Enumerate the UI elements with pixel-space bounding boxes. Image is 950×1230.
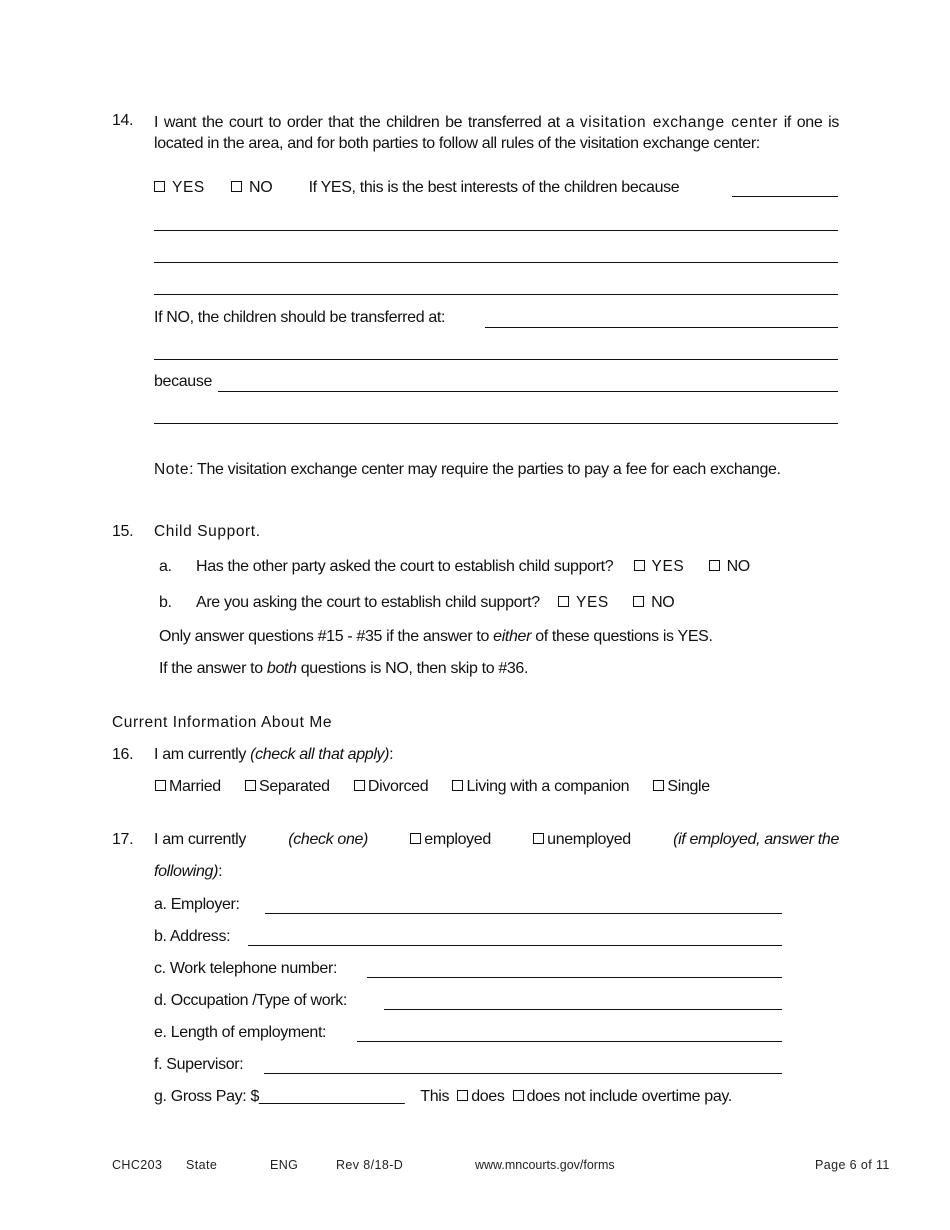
q17-employed-checkbox[interactable] [410, 833, 421, 844]
footer-url[interactable]: www.mncourts.gov/forms [475, 1158, 615, 1172]
q17-employer-field[interactable] [265, 913, 782, 914]
q17-unemployed-option: unemployed [533, 831, 631, 849]
q14-because-line-2[interactable] [154, 423, 838, 424]
q15-title: Child Support. [154, 523, 261, 540]
q14-yes-reason-line-2[interactable] [154, 230, 838, 231]
q14-term: visitation exchange center [579, 114, 778, 131]
q16-companion-label: Living with a companion [466, 778, 630, 795]
q17-does-label: does [471, 1088, 505, 1105]
q16-divorced-checkbox[interactable] [354, 780, 365, 791]
q15-a-question: Has the other party asked the court to establish child support? [196, 558, 614, 575]
q16-married-checkbox[interactable] [155, 780, 166, 791]
q17-text-row [154, 831, 839, 849]
q17-length-field[interactable] [357, 1041, 782, 1042]
q17-overtime-does-not-checkbox[interactable] [513, 1090, 524, 1101]
footer-page: Page 6 of 11 [815, 1158, 890, 1172]
footer-state: State [186, 1158, 218, 1172]
q15-a-no-checkbox[interactable] [709, 560, 720, 571]
q16-options-row [155, 778, 710, 796]
q14-transfer-location-line-1[interactable] [485, 327, 838, 328]
footer-lang: ENG [270, 1158, 299, 1172]
q14-transfer-location-line-2[interactable] [154, 359, 838, 360]
q14-options-row [154, 179, 679, 197]
q16-divorced-label: Divorced [367, 778, 429, 795]
q14-no-checkbox[interactable] [231, 181, 242, 192]
q16-single-checkbox[interactable] [653, 780, 664, 791]
q14-yes-reason-line-1[interactable] [732, 196, 838, 197]
q17-if-employed: (if employed, answer the [673, 831, 839, 848]
q16-text: I am currently (check all that apply): [154, 746, 394, 763]
q16-single-label: Single [667, 778, 710, 795]
q15-b-label: b. [159, 594, 172, 611]
q17-text-cont: following): [154, 863, 223, 880]
footer-form-id: CHC203 [112, 1158, 163, 1172]
q14-because-line-1[interactable] [218, 391, 838, 392]
q15-b-no-label: NO [651, 594, 675, 611]
footer-rev: Rev 8/18-D [336, 1158, 404, 1172]
q15-a-row [196, 558, 750, 576]
q16-companion-checkbox[interactable] [452, 780, 463, 791]
q14-note-label: Note [154, 461, 190, 478]
q17-employer-label: a. Employer: [154, 896, 240, 913]
q16-separated-checkbox[interactable] [245, 780, 256, 791]
q14-number: 14. [112, 112, 134, 129]
q15-a-yes-label: YES [651, 558, 685, 575]
q17-length-label: e. Length of employment: [154, 1024, 327, 1041]
q14-yes-reason-line-4[interactable] [154, 294, 838, 295]
q15-b-question: Are you asking the court to establish child support? [196, 594, 540, 611]
q15-info-line-2: If the answer to both questions is NO, then skip to #36. [159, 660, 529, 677]
q14-no-label: NO [249, 179, 273, 196]
q17-work-phone-field[interactable] [367, 977, 782, 978]
q16-separated-label: Separated [259, 778, 330, 795]
q14-yes-label: YES [172, 179, 205, 196]
q17-gross-pay-label: g. Gross Pay: $_________________ [154, 1088, 405, 1105]
q17-supervisor-field[interactable] [264, 1073, 782, 1074]
q14-note: Note: The visitation exchange center may require the parties to pay a fee for each exchange. [154, 461, 781, 478]
q17-occupation-field[interactable] [384, 1009, 782, 1010]
q15-a-yes-checkbox[interactable] [634, 560, 645, 571]
q17-text: I am currently [154, 831, 247, 848]
q17-this-label: This [420, 1088, 450, 1105]
q17-unemployed-checkbox[interactable] [533, 833, 544, 844]
q17-occupation-label: d. Occupation /Type of work: [154, 992, 347, 1009]
q14-if-yes-label: If YES, this is the best interests of the children because [308, 179, 680, 196]
q15-b-yes-label: YES [576, 594, 609, 611]
q15-info-line-1: Only answer questions #15 - #35 if the answer to either of these questions is YES. [159, 628, 713, 645]
q17-address-label: b. Address: [154, 928, 231, 945]
q17-address-field[interactable] [248, 945, 782, 946]
q17-supervisor-label: f. Supervisor: [154, 1056, 244, 1073]
q15-a-no-label: NO [726, 558, 750, 575]
q17-following: following) [154, 863, 219, 880]
q16-number: 16. [112, 746, 134, 763]
q14-if-no-label: If NO, the children should be transferred at: [154, 309, 446, 326]
q15-b-row [196, 594, 674, 612]
q14-text: I want the court to order that the children be transferred at a visitation exchange center if one is located in the area, and for both parties to follow all rules of the visitation exchange center: [154, 114, 839, 152]
q14-yes-reason-line-3[interactable] [154, 262, 838, 263]
q15-a-label: a. [159, 558, 172, 575]
q15-b-no-checkbox[interactable] [633, 596, 644, 607]
q17-work-phone-label: c. Work telephone number: [154, 960, 338, 977]
q17-overtime-does-checkbox[interactable] [457, 1090, 468, 1101]
q17-hint: (check one) [288, 831, 369, 848]
q15-b-yes-checkbox[interactable] [558, 596, 569, 607]
q17-employed-option: employed [410, 831, 491, 849]
q17-gross-pay-row [154, 1088, 732, 1106]
section-title: Current Information About Me [112, 714, 333, 731]
q17-number: 17. [112, 831, 134, 848]
q14-yes-checkbox[interactable] [154, 181, 165, 192]
q15-number: 15. [112, 523, 134, 540]
q14-because-label: because [154, 373, 213, 390]
q16-married-label: Married [169, 778, 221, 795]
q17-does-not-label: does not include overtime pay. [526, 1088, 732, 1105]
